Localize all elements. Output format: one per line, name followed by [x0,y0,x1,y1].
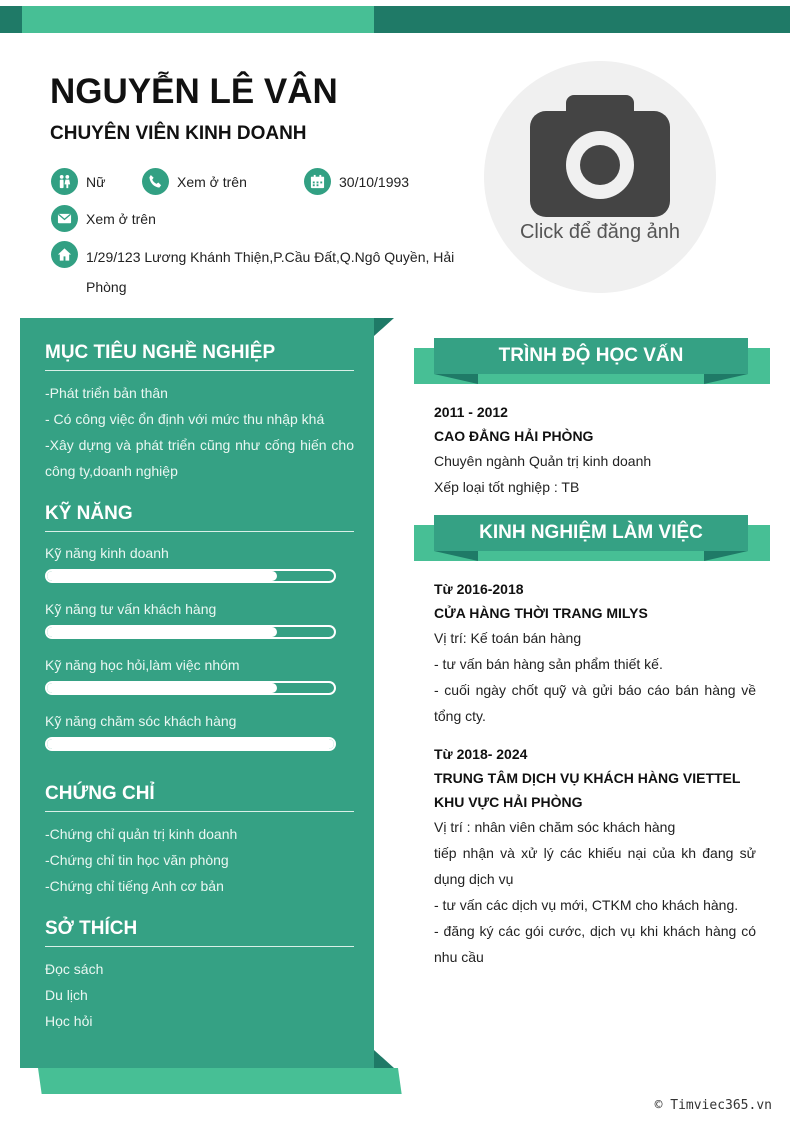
job-line: - cuối ngày chốt quỹ và gửi báo cáo bán hàng về tổng cty. [434,682,756,724]
experience-job [434,577,756,729]
photo-caption: Click để đăng ảnh [519,221,681,243]
gender-icon [51,168,78,195]
phone-value: Xem ở trên [177,173,247,190]
job-line: - tư vấn bán hàng sản phẩm thiết kế. [434,656,663,672]
skill-bar [45,625,336,639]
top-bar-accent [22,6,374,33]
phone-icon [142,168,169,195]
hobby-item: Đọc sách [45,961,104,977]
skill-bar-fill [47,683,277,693]
skill-label: Kỹ năng chăm sóc khách hàng [45,713,237,729]
job-period: Từ 2018- 2024 [434,746,528,762]
job-line: - tư vấn các dịch vụ mới, CTKM cho khách hàng. [434,897,739,913]
education-block [434,400,756,500]
experience-title: KINH NGHIỆM LÀM VIỆC [434,515,748,551]
email-value: Xem ở trên [86,210,156,227]
objective-line: -Phát triển bản thân [45,385,168,401]
home-icon [51,241,78,268]
skills-title: KỸ NĂNG [45,503,354,532]
objective-line: -Xây dựng và phát triển cũng như cống hiến cho công ty,doanh nghiệp [45,437,354,479]
skill-bar-fill [47,571,277,581]
hobby-item: Học hỏi [45,1013,93,1029]
skill-bar-fill [47,739,334,749]
experience-ribbon [414,515,770,561]
skill-bar [45,681,336,695]
hobby-item: Du lịch [45,987,88,1003]
job-line: Vị trí : nhân viên chăm sóc khách hàng [434,819,676,835]
copyright: © Timviec365.vn [654,1098,772,1113]
panel-fold-bottom [374,1050,394,1068]
certificate-item: -Chứng chỉ quản trị kinh doanh [45,826,238,842]
job-company: TRUNG TÂM DỊCH VỤ KHÁCH HÀNG VIETTEL KHU VỰC HẢI PHÒNG [434,770,741,810]
certificate-item: -Chứng chỉ tiếng Anh cơ bản [45,878,224,894]
education-school: CAO ĐẲNG HẢI PHÒNG [434,428,594,444]
address-info [51,241,86,268]
certificates-title: CHỨNG CHỈ [45,783,354,812]
photo-upload-placeholder[interactable] [484,61,716,293]
panel-footer-ribbon [38,1068,402,1094]
job-title: CHUYÊN VIÊN KINH DOANH [50,123,307,144]
email-icon [51,205,78,232]
camera-icon [530,95,670,217]
calendar-icon [304,168,331,195]
skill-bar [45,569,336,583]
email-info [51,205,156,232]
skill-label: Kỹ năng kinh doanh [45,545,169,561]
education-period: 2011 - 2012 [434,404,508,420]
objective-title: MỤC TIÊU NGHỀ NGHIỆP [45,342,354,371]
skill-label: Kỹ năng tư vấn khách hàng [45,601,217,617]
gender-value: Nữ [86,173,106,190]
birthday-value: 30/10/1993 [339,173,410,190]
skill-bar [45,737,336,751]
panel-fold-top [374,318,394,336]
gender-info [51,168,105,195]
education-title: TRÌNH ĐỘ HỌC VẤN [434,338,748,374]
skill-label: Kỹ năng học hỏi,làm việc nhóm [45,657,240,673]
candidate-name: NGUYỄN LÊ VÂN [50,72,338,111]
job-company: CỬA HÀNG THỜI TRANG MILYS [434,605,648,621]
address-value: 1/29/123 Lương Khánh Thiện,P.Cầu Đất,Q.Ngô Quyền, Hải Phòng [86,249,455,295]
hobbies-title: SỞ THÍCH [45,918,354,947]
job-line: tiếp nhận và xử lý các khiếu nại của kh đang sử dụng dịch vụ [434,845,756,887]
birthday-info [304,168,409,195]
objective-line: - Có công việc ổn định với mức thu nhập khá [45,411,325,427]
job-line: - đăng ký các gói cước, dịch vụ khi khách hàng có nhu cầu [434,923,756,965]
skill-bar-fill [47,627,277,637]
education-grade: Xếp loại tốt nghiệp : TB [434,479,580,495]
job-period: Từ 2016-2018 [434,581,524,597]
education-ribbon [414,338,770,384]
experience-job [434,742,756,970]
job-line: Vị trí: Kế toán bán hàng [434,630,582,646]
education-major: Chuyên ngành Quản trị kinh doanh [434,453,652,469]
phone-info [142,168,247,195]
certificate-item: -Chứng chỉ tin học văn phòng [45,852,229,868]
